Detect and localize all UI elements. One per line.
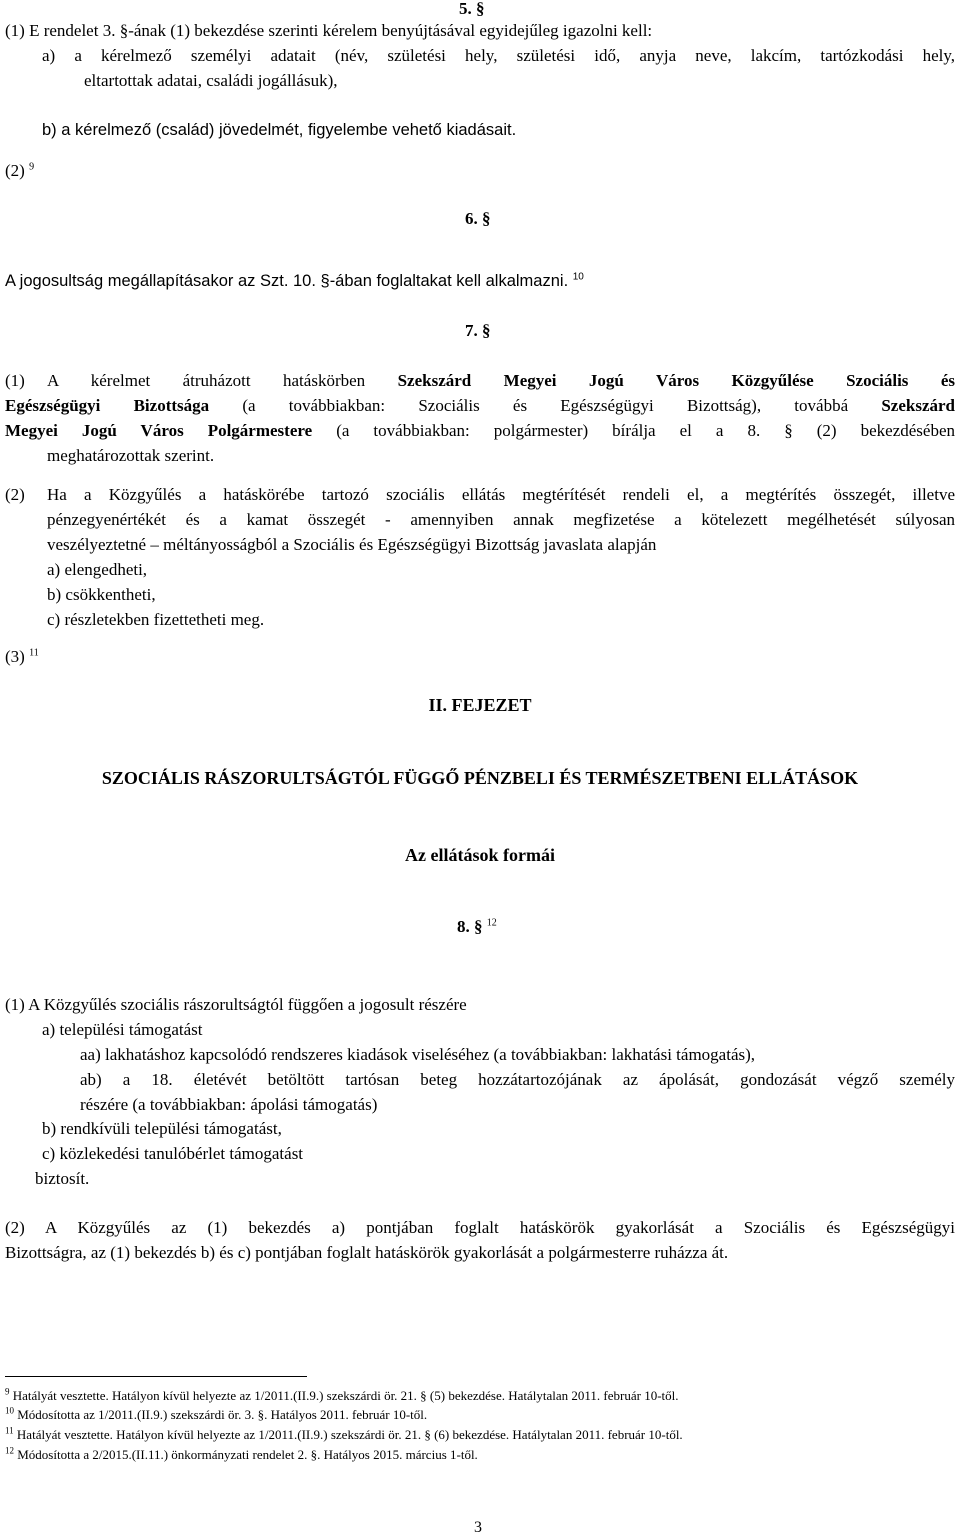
section-8-closing: biztosít. (35, 1169, 90, 1188)
para-2-label: (2) (5, 161, 25, 180)
p1-l1-a: A kérelmet átruházott hatáskörben (47, 371, 366, 390)
p1-l3-a: Megyei Jogú Város Polgármestere (5, 421, 313, 440)
section-7-item-b: b) csökkentheti, (47, 585, 156, 604)
section-8-heading (457, 918, 497, 935)
section-7-para-1-line-1 (47, 372, 955, 389)
footnote-11 (5, 1425, 683, 1442)
section-8-item-ab-line-2: részére (a továbbiakban: ápolási támogatás) (80, 1095, 378, 1114)
section-7-para-2-line-2: pénzegyenértékét és a kamat összegét - amennyiben annak megfizetése a kötelezett megélhetését súlyosan (47, 510, 955, 529)
section-7-para-1-label: (1) (5, 371, 25, 390)
section-5-heading: 5. § (459, 0, 485, 18)
p1-l2-c: Szekszárd (881, 396, 956, 415)
section-7-para-2-line-3: veszélyeztetné – méltányosságból a Szociális és Egészségügyi Bizottság javaslata alapján (47, 535, 657, 554)
section-8-item-b: b) rendkívüli települési támogatást, (42, 1119, 282, 1138)
section-7-para-1-line-4: meghatározottak szerint. (47, 446, 215, 465)
p1-l1-b: Szekszárd Megyei Jogú Város Közgyűlése Szociális és (397, 371, 955, 390)
section-5-para-2 (5, 162, 34, 179)
section-8-item-aa: aa) lakhatáshoz kapcsolódó rendszeres kiadások viseléséhez (a továbbiakban: lakhatási támogatás), (80, 1045, 756, 1064)
section-8-heading-text: 8. § (457, 917, 483, 936)
section-8-para-2-line-1: (2) A Közgyűlés az (1) bekezdés a) pontjában foglalt hatáskörök gyakorlását a Szociális és Egészségügyi (5, 1218, 955, 1237)
section-6-body: A jogosultság megállapításakor az Szt. 10. §-ában foglaltakat kell alkalmazni. (5, 272, 569, 290)
section-5-item-b: b) a kérelmező (család) jövedelmét, figyelembe vehető kiadásait. (42, 121, 517, 139)
section-6-heading: 6. § (465, 209, 491, 228)
section-8-para-1: (1) A Közgyűlés szociális rászorultságtól függően a jogosult részére (5, 995, 467, 1014)
footnote-ref-11: 11 (29, 647, 39, 659)
footnote-separator (5, 1376, 307, 1377)
chapter-subtitle: Az ellátások formái (405, 845, 555, 865)
p1-l3-b: (a továbbiakban: polgármester) bírálja el a 8. § (2) bekezdésében (336, 421, 955, 440)
section-7-para-1-line-3 (5, 422, 955, 439)
section-7-item-c: c) részletekben fizettetheti meg. (47, 610, 265, 629)
chapter-title: SZOCIÁLIS RÁSZORULTSÁGTÓL FÜGGŐ PÉNZBELI ÉS TERMÉSZETBENI ELLÁTÁSOK (101, 768, 859, 788)
section-7-para-2-label: (2) (5, 485, 25, 504)
section-8-item-c: c) közlekedési tanulóbérlet támogatást (42, 1144, 304, 1163)
footnote-ref-12: 12 (486, 917, 497, 929)
chapter-number: II. FEJEZET (428, 695, 532, 715)
section-8-item-ab-line-1: ab) a 18. életévét betöltött tartósan beteg hozzátartozójának az ápolását, gondozását végző személy (80, 1070, 955, 1089)
footnote-9 (5, 1386, 679, 1403)
footnote-ref-9: 9 (29, 161, 35, 173)
footnote-text: Módosította a 2/2015.(II.11.) önkormányzati rendelet 2. §. Hatályos 2015. március 1-től. (17, 1447, 478, 1462)
footnote-number: 12 (5, 1445, 14, 1456)
section-7-para-1-line-2 (5, 397, 955, 414)
footnote-number: 10 (5, 1405, 14, 1416)
footnote-10 (5, 1405, 428, 1422)
footnote-text: Hatályát vesztette. Hatályon kívül helyezte az 1/2011.(II.9.) szekszárdi ör. 21. § (6) bekezdése. Hatálytalan 2011. február 10-től. (16, 1427, 683, 1442)
section-5-item-a-line-1: a) a kérelmező személyi adatait (név, születési hely, születési idő, anyja neve, lakcím, tartózkodási hely, (42, 46, 955, 65)
section-7-heading: 7. § (465, 321, 491, 340)
section-8-item-a: a) települési támogatást (42, 1020, 203, 1039)
footnote-number: 11 (5, 1425, 14, 1436)
footnote-12 (5, 1445, 478, 1462)
footnote-text: Módosította az 1/2011.(II.9.) szekszárdi ör. 3. §. Hatályos 2011. február 10-től. (17, 1407, 428, 1422)
p1-l2-a: Egészségügyi Bizottsága (5, 396, 210, 415)
section-8-para-2-line-2: Bizottságra, az (1) bekezdés b) és c) pontjában foglalt hatáskörök gyakorlását a polgármesterre ruházza át. (5, 1243, 729, 1262)
para-3-label: (3) (5, 647, 25, 666)
section-7-para-2-line-1: Ha a Közgyűlés a hatáskörébe tartozó szociális ellátás megtérítését rendeli el, a megtérítés összegét, illetve (47, 485, 955, 504)
section-6-text (5, 273, 584, 290)
footnote-number: 9 (5, 1386, 10, 1397)
page-number: 3 (474, 1519, 482, 1536)
section-5-item-a-line-2: eltartottak adatai, családi jogállásuk), (84, 71, 338, 90)
footnote-text: Hatályát vesztette. Hatályon kívül helyezte az 1/2011.(II.9.) szekszárdi ör. 21. § (5) bekezdése. Hatálytalan 2011. február 10-től. (12, 1388, 679, 1403)
p1-l2-b: (a továbbiakban: Szociális és Egészségügyi Bizottság), továbbá (242, 396, 849, 415)
section-7-para-3 (5, 648, 39, 665)
section-5-para-1: (1) E rendelet 3. §-ának (1) bekezdése szerinti kérelem benyújtásával egyidejűleg igazolni kell: (5, 21, 653, 40)
footnote-ref-10: 10 (572, 271, 584, 283)
section-7-item-a: a) elengedheti, (47, 560, 148, 579)
